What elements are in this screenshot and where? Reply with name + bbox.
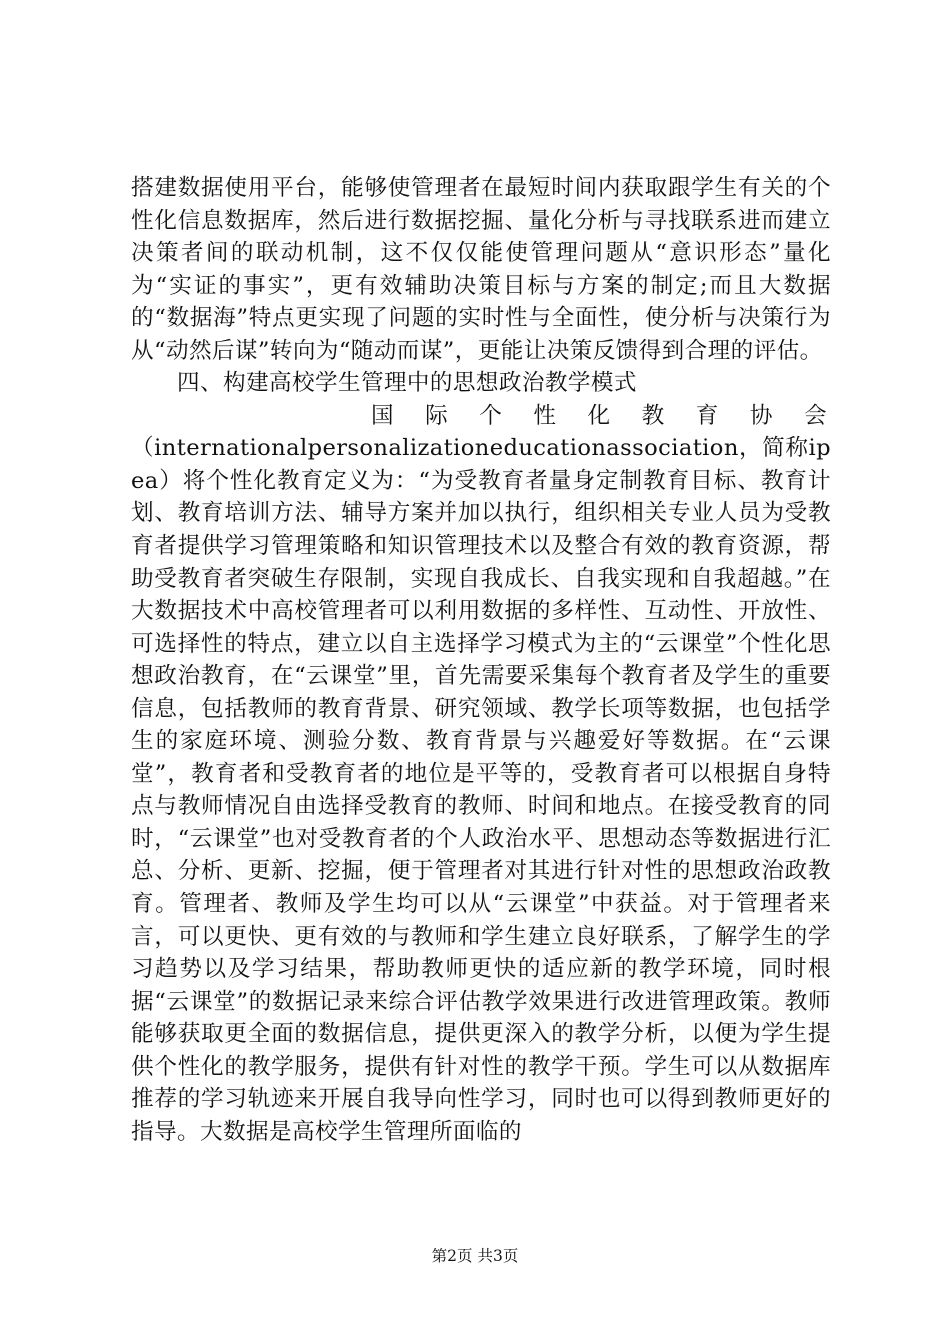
spaced-char: 化 — [587, 402, 611, 429]
spaced-char: 教 — [641, 402, 665, 429]
paragraph-2: （internationalpersonalizationeducationassociation，简称ipea）将个性化教育定义为：“为受教育者量身定制教育目标、教育计划、教育培训方法、辅导方案并加以执行，组织相关专业人员为受教育者提供学习管理策略和知识管理技术以及整合有效的教育资源，帮助受教育者突破生存限制，实现自我成长、自我实现和自我超越。”在大数据技术中高校管理者可以利用数据的多样性、互动性、开放性、可选择性的特点，建立以自主选择学习模式为主的“云课堂”个性化思想政治教育，在“云课堂”里，首先需要采集每个教育者及学生的重要信息，包括教师的教育背景、研究领域、教学长项等数据，也包括学生的家庭环境、测验分数、教育背景与兴趣爱好等数据。在“云课堂”，教育者和受教育者的地位是平等的，受教育者可以根据自身特点与教师情况自由选择受教育的教师、时间和地点。在接受教育的同时，“云课堂”也对受教育者的个人政治水平、思想动态等数据进行汇总、分析、更新、挖掘，便于管理者对其进行针对性的思想政治政教育。管理者、教师及学生均可以从“云课堂”中获益。对于管理者来言，可以更快、更有效的与教师和学生建立良好联系，了解学生的学习趋势以及学习结果，帮助教师更快的适应新的教学环境，同时根据“云课堂”的数据记录来综合评估教学效果进行改进管理政策。教师能够获取更全面的数据信息，提供更深入的教学分析，以便为学生提供个性化的教学服务，提供有针对性的教学干预。学生可以从数据库推荐的学习轨迹来开展自我导向性学习，同时也可以得到教师更好的指导。大数据是高校学生管理所面临的 — [131, 435, 831, 1145]
spaced-char: 会 — [804, 402, 827, 429]
section-heading-4: 四、构建高校学生管理中的思想政治教学模式 — [177, 370, 637, 397]
spaced-char: 性 — [533, 402, 557, 429]
spaced-char: 协 — [749, 402, 773, 429]
spaced-char: 国 — [371, 402, 394, 429]
spaced-title-line — [131, 400, 831, 433]
spaced-char: 际 — [425, 402, 449, 429]
paragraph-1: 搭建数据使用平台，能够使管理者在最短时间内获取跟学生有关的个性化信息数据库，然后进行数据挖掘、量化分析与寻找联系进而建立决策者间的联动机制，这不仅仅能使管理问题从“意识形态”量化为“实证的事实”，更有效辅助决策目标与方案的制定;而且大数据的“数据海”特点更实现了问题的实时性与全面性，使分析与决策行为从“动然后谋”转向为“随动而谋”，更能让决策反馈得到合理的评估。 — [131, 175, 831, 364]
document-body — [131, 172, 831, 1148]
page-footer: 第2页 共3页 — [431, 1247, 519, 1265]
spaced-char: 育 — [695, 402, 719, 429]
spaced-char: 个 — [479, 402, 503, 429]
